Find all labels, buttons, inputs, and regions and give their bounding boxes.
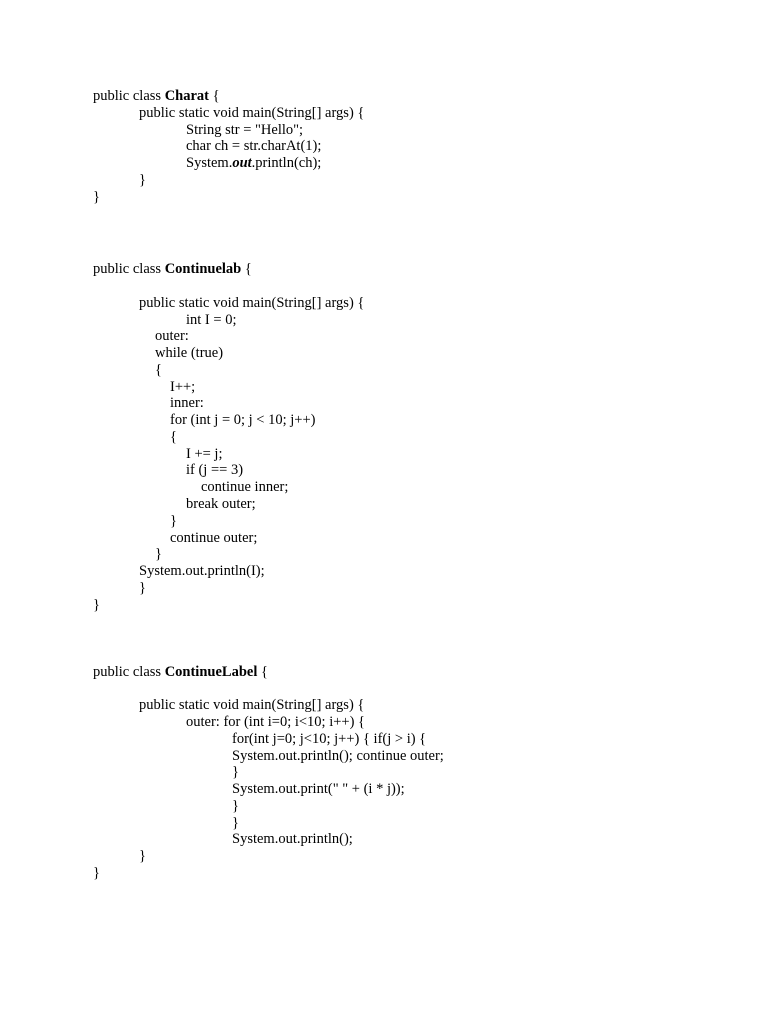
class-declaration [93, 88, 220, 104]
code-line: { [170, 429, 177, 445]
code-line: for (int j = 0; j < 10; j++) [170, 412, 316, 428]
method-close-brace: } [139, 848, 146, 864]
code-line: } [170, 513, 177, 529]
code-line: } [232, 798, 239, 814]
code-line: break outer; [186, 496, 256, 512]
class-name: Continuelab [164, 261, 242, 277]
open-brace: { [241, 261, 252, 277]
code-line: outer: [155, 328, 189, 344]
sysout-prefix: System. [186, 155, 233, 171]
code-line: continue outer; [170, 530, 258, 546]
sysout-out: out [232, 155, 252, 171]
class-close-brace: } [93, 597, 100, 613]
method-close-brace: } [139, 172, 146, 188]
code-line: I += j; [186, 446, 223, 462]
class-keyword: public class [93, 261, 165, 277]
sysout-suffix: .println(ch); [251, 155, 322, 171]
open-brace: { [209, 88, 220, 104]
code-line: System.out.println(I); [139, 563, 265, 579]
class-name: ContinueLabel [164, 664, 258, 680]
class-keyword: public class [93, 88, 165, 104]
code-line: continue inner; [201, 479, 289, 495]
code-line: I++; [170, 379, 196, 395]
class-close-brace: } [93, 189, 100, 205]
code-line [186, 155, 321, 171]
code-line: int I = 0; [186, 312, 237, 328]
code-line: char ch = str.charAt(1); [186, 138, 322, 154]
code-line: { [155, 362, 162, 378]
main-signature: public static void main(String[] args) { [139, 295, 365, 311]
class-declaration [93, 261, 252, 277]
code-line: } [155, 546, 162, 562]
code-line: outer: for (int i=0; i<10; i++) { [186, 714, 366, 730]
code-line: System.out.println(); [232, 831, 353, 847]
code-line: for(int j=0; j<10; j++) { if(j > i) { [232, 731, 427, 747]
code-line: } [232, 815, 239, 831]
main-signature: public static void main(String[] args) { [139, 697, 365, 713]
class-keyword: public class [93, 664, 165, 680]
code-line: inner: [170, 395, 204, 411]
code-line: System.out.println(); continue outer; [232, 748, 444, 764]
code-line: } [232, 764, 239, 780]
main-signature: public static void main(String[] args) { [139, 105, 365, 121]
method-close-brace: } [139, 580, 146, 596]
code-line: if (j == 3) [186, 462, 244, 478]
open-brace: { [257, 664, 268, 680]
code-line: System.out.print(" " + (i * j)); [232, 781, 405, 797]
code-line: String str = "Hello"; [186, 122, 304, 138]
code-line: while (true) [155, 345, 224, 361]
class-close-brace: } [93, 865, 100, 881]
class-name: Charat [164, 88, 209, 104]
class-declaration [93, 664, 268, 680]
